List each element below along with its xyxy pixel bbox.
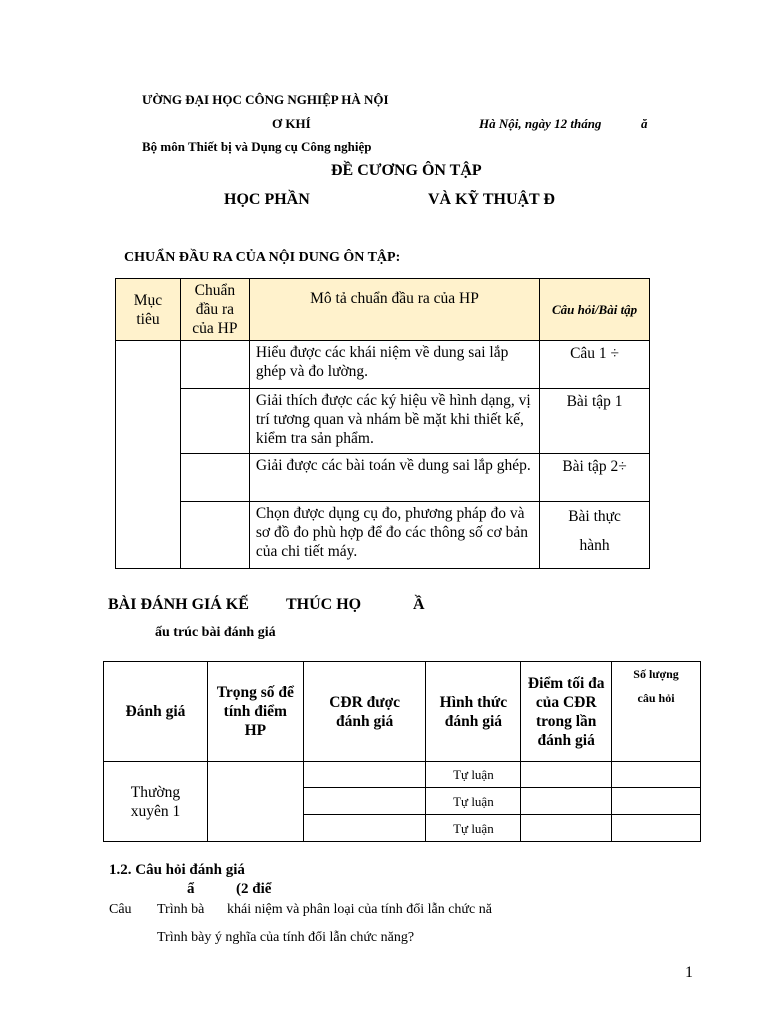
question-cell: Bài tập 1 [540, 389, 650, 454]
section3-heading: 1.2. Câu hỏi đánh giá [109, 862, 245, 878]
header-danh-gia: Đánh giá [104, 662, 208, 762]
date-tail: ă [641, 116, 648, 131]
description-cell: Chọn được dụng cụ đo, phương pháp đo và sơ đồ đo phù hợp để đo các thông số cơ bản của chi tiết máy. [249, 502, 539, 569]
learning-outcomes-table [115, 278, 650, 569]
weight-cell [207, 762, 303, 842]
description-cell: Giải thích được các ký hiệu về hình dạng, vị trí tương quan và nhám bề mặt khi thiết kế, kiểm tra sản phẩm. [249, 389, 539, 454]
group-label-cell: Thường xuyên 1 [104, 762, 208, 842]
table-row [116, 454, 650, 502]
form-cell: Tự luận [426, 788, 521, 815]
chuan-dau-ra-cell [180, 389, 249, 454]
section1-heading: CHUẨN ĐẦU RA CỦA NỘI DUNG ÔN TẬP: [124, 250, 401, 265]
count-cell [612, 788, 701, 815]
question-2: Trình bày ý nghĩa của tính đổi lẫn chức năng? [157, 930, 415, 945]
section3-sub-a: ẩ [187, 881, 195, 897]
count-cell [612, 762, 701, 788]
header-trong-so: Trọng số để tính điểm HP [207, 662, 303, 762]
header-hinh-thuc: Hình thức đánh giá [426, 662, 521, 762]
assessment-structure-table [103, 661, 701, 842]
course-title-right: VÀ KỸ THUẬT Đ [428, 191, 555, 208]
max-score-cell [521, 815, 612, 842]
question-cell: Bài tập 2÷ [540, 454, 650, 502]
table-header-row [116, 279, 650, 341]
section2-subheading: ấu trúc bài đánh giá [155, 625, 276, 640]
question-label: Câu [109, 902, 132, 917]
table-row [116, 389, 650, 454]
section3-sub-b: (2 điể [236, 881, 272, 897]
chuan-dau-ra-cell [180, 502, 249, 569]
page-number: 1 [685, 964, 693, 981]
table-row [116, 502, 650, 569]
form-cell: Tự luận [426, 815, 521, 842]
header-muc-tieu: Mục tiêu [116, 279, 181, 341]
header-cdr: CĐR được đánh giá [303, 662, 426, 762]
muc-tieu-cell [116, 341, 181, 569]
department-name: Bộ môn Thiết bị và Dụng cụ Công nghiệp [142, 139, 372, 154]
document-title: ĐỀ CƯƠNG ÔN TẬP [331, 162, 482, 179]
max-score-cell [521, 762, 612, 788]
university-name: ƯỜNG ĐẠI HỌC CÔNG NGHIỆP HÀ NỘI [142, 92, 389, 107]
section2-heading-b: THÚC HỌ [286, 596, 362, 613]
question-1-part-b: khái niệm và phân loại của tính đổi lẫn chức nă [227, 902, 492, 917]
header-chuan-dau-ra: Chuẩn đầu ra của HP [180, 279, 249, 341]
question-1-part-a: Trình bà [157, 902, 205, 917]
header-so-luong: Số lượng câu hỏi [612, 662, 701, 762]
description-cell: Giải được các bài toán về dung sai lắp ghép. [249, 454, 539, 502]
section2-heading-a: BÀI ĐÁNH GIÁ KẾ [108, 596, 249, 613]
cdr-cell [303, 815, 426, 842]
description-cell: Hiểu được các khái niệm về dung sai lắp ghép và đo lường. [249, 341, 539, 389]
chuan-dau-ra-cell [180, 341, 249, 389]
question-cell: Bài thực hành [540, 502, 650, 569]
header-diem-toi-da: Điểm tối đa của CĐR trong lần đánh giá [521, 662, 612, 762]
cdr-cell [303, 762, 426, 788]
header-cau-hoi: Câu hỏi/Bài tập [540, 279, 650, 341]
date-place: Hà Nội, ngày 12 tháng [479, 116, 602, 131]
form-cell: Tự luận [426, 762, 521, 788]
section2-heading-c: Ầ [413, 596, 425, 613]
chuan-dau-ra-cell [180, 454, 249, 502]
header-mo-ta: Mô tả chuẩn đầu ra của HP [249, 279, 539, 341]
cdr-cell [303, 788, 426, 815]
table-row [104, 762, 701, 788]
faculty-name: Ơ KHÍ [272, 116, 311, 131]
table-header-row [104, 662, 701, 762]
count-cell [612, 815, 701, 842]
table-row [116, 341, 650, 389]
question-cell: Câu 1 ÷ [540, 341, 650, 389]
max-score-cell [521, 788, 612, 815]
course-title-left: HỌC PHẦN [224, 191, 310, 208]
